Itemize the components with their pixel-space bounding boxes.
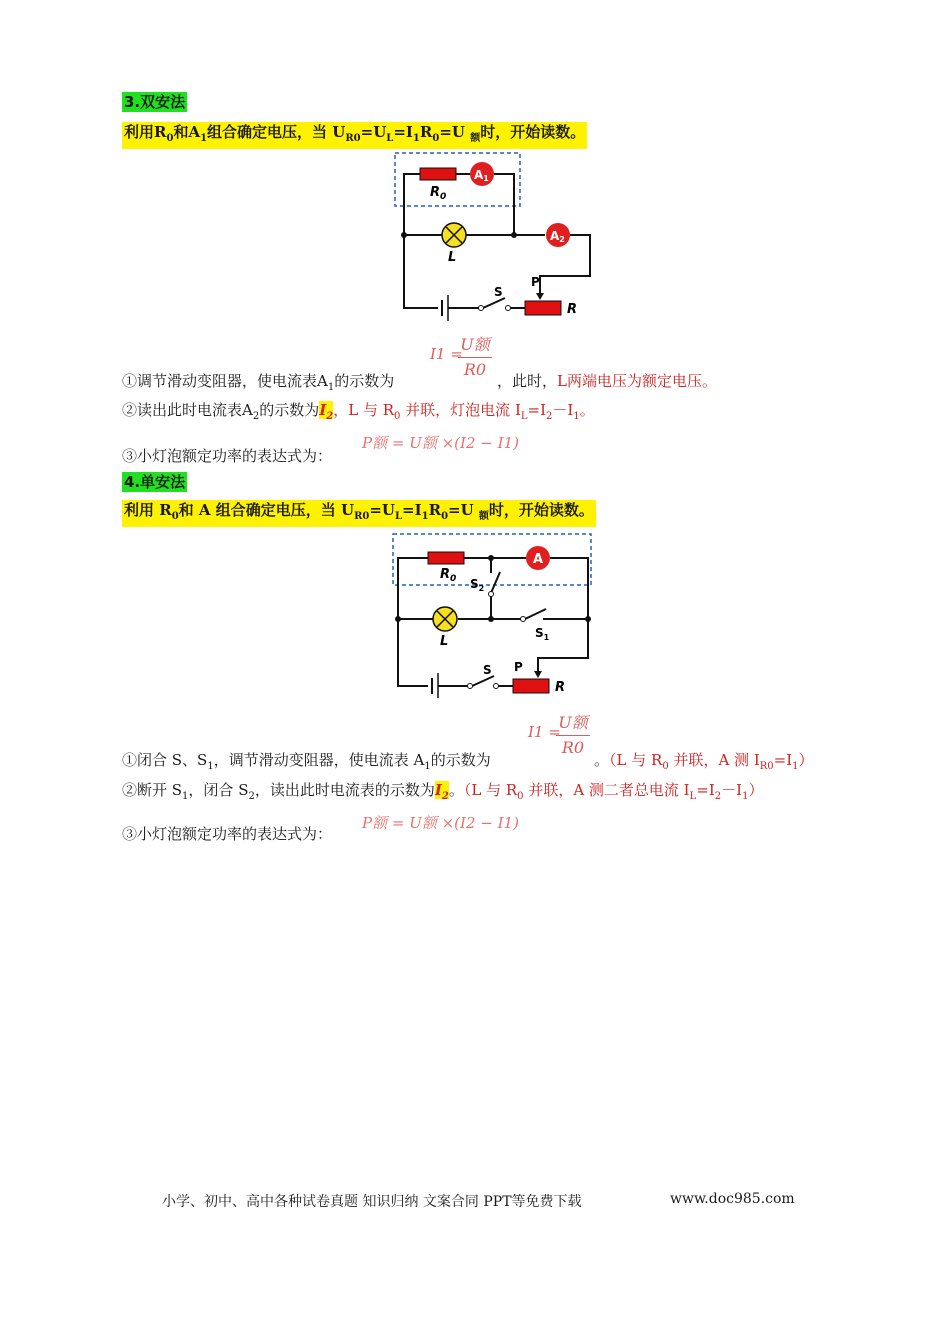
- section3-step1: ①调节滑动变阻器，使电流表$A_1$的示数为: [122, 372, 395, 393]
- rheostat-icon: [513, 679, 549, 693]
- section3-step2: ②读出此时电流表$A_2$的示数为$I_2$，L 与 $R_0$ 并联，灯泡电流 $I_L=I_2-I_1$。: [122, 401, 595, 422]
- svg-text:A1: A1: [474, 168, 489, 183]
- rheostat-label: R: [567, 302, 578, 317]
- section3-step3: ③小灯泡额定功率的表达式为：: [122, 447, 333, 465]
- section4-step1: ①闭合 S、$S_1$，调节滑动变阻器，使电流表 $A_1$的示数为: [122, 751, 491, 772]
- lamp-label: L: [448, 250, 457, 265]
- svg-text:A2: A2: [550, 229, 565, 244]
- section3-step1-tail: ，此时，L两端电压为额定电压。: [497, 372, 717, 390]
- section3-title: 3.双安法: [124, 93, 186, 111]
- r0-label: $R_0$: [440, 567, 457, 584]
- section4-title: 4.单安法: [124, 473, 186, 491]
- slider-label: P: [514, 660, 523, 674]
- section4-step3: ③小灯泡额定功率的表达式为：: [122, 825, 333, 843]
- switch-label: S: [494, 285, 503, 299]
- switch-label: S: [483, 663, 492, 677]
- section4-frac: I1 = U额 R0: [528, 710, 590, 757]
- section3-intro: 利用$R_0$和$A_1$组合确定电压，当 $U_{R0}=U_L=I_1R_0=U$ $_额$时，开始读数。: [122, 122, 587, 149]
- s1-label: $S_1$: [535, 626, 550, 642]
- section4-step1-tail: 。（L 与 $R_0$ 并联，A 测 $I_{R0}=I_1$）: [594, 751, 814, 772]
- rheostat-label: R: [555, 680, 566, 695]
- rheostat-icon: [525, 301, 561, 315]
- slider-label: P: [531, 275, 540, 289]
- r0-label: $R_0$: [430, 185, 447, 202]
- section3-frac: I1 = U额 R0: [430, 332, 492, 379]
- resistor-r0: [420, 168, 456, 180]
- svg-text:A: A: [533, 552, 544, 567]
- circuit-diagram-double-ammeter: [390, 148, 600, 323]
- footer-text: 小学、初中、高中各种试卷真题 知识归纳 文案合同 PPT等免费下载: [162, 1194, 582, 1210]
- section3-formula: P额 = U额 ×(I2 − I1): [362, 434, 519, 452]
- lamp-label: L: [440, 634, 449, 649]
- resistor-r0: [428, 552, 464, 564]
- footer-link[interactable]: www.doc985.com: [670, 1191, 795, 1207]
- section4-step2: ②断开 $S_1$，闭合 $S_2$，读出此时电流表的示数为$I_2$。（L 与 $R_0$ 并联，A 测二者总电流 $I_L=I_2-I_1$）: [122, 781, 764, 802]
- dashed-box: [395, 153, 520, 206]
- section4-intro: 利用 $R_0$和 A 组合确定电压，当 $U_{R0}=U_L=I_1R_0=U$ $_额$时，开始读数。: [122, 500, 596, 527]
- circuit-diagram-single-ammeter: [388, 528, 598, 698]
- section4-formula: P额 = U额 ×(I2 − I1): [362, 814, 519, 832]
- s2-label: $S_2$: [470, 577, 485, 593]
